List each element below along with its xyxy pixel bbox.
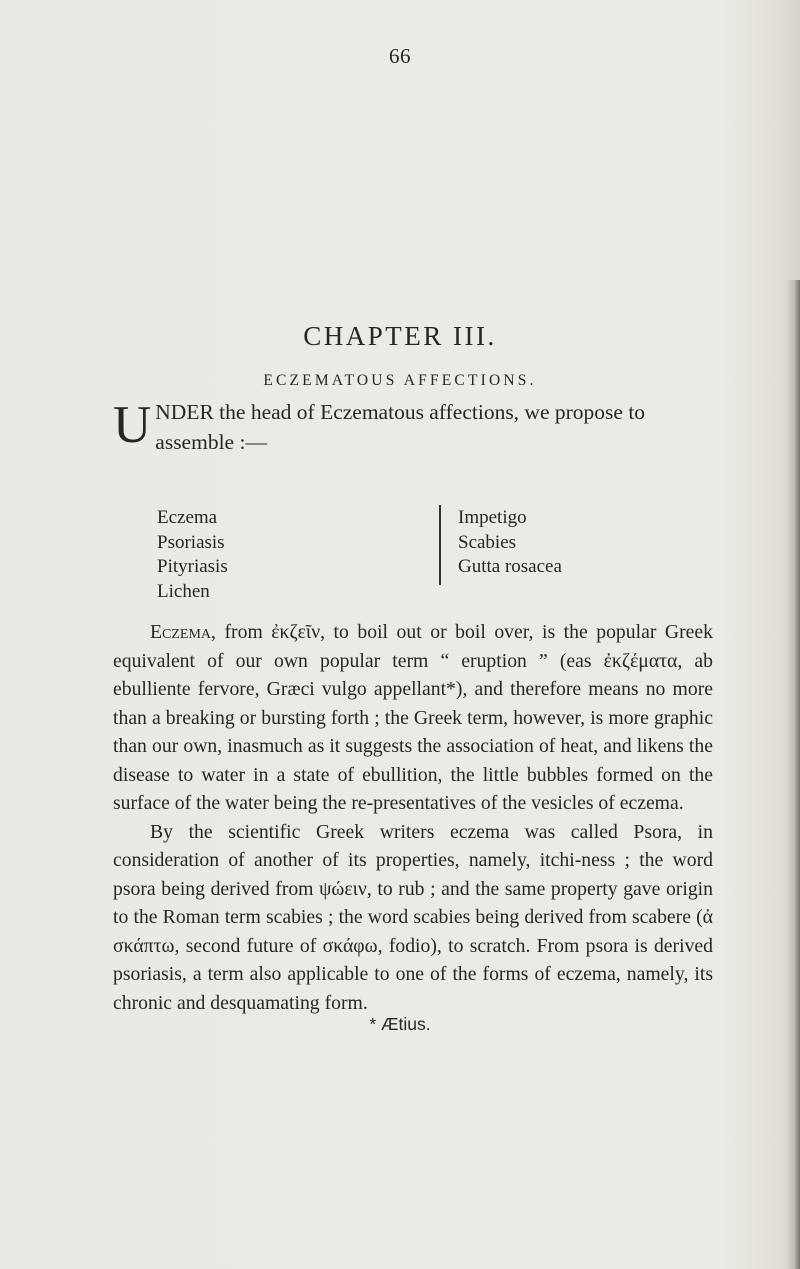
list-divider xyxy=(439,505,441,585)
affections-list-right xyxy=(458,506,562,580)
list-item: Gutta rosacea xyxy=(458,556,562,577)
paragraph-text: from ἐκζεῖν, to boil out or boil over, is the popular Greek equivalent of our own popular term “ eruption ” (eas ἐκζέματα, ab ebulliente fervore, Græci vulgo appellant*), and therefore means no more than a breaking or bursting forth ; the Greek term, however, is more graphic than our own, inasmuch as it suggests the association of heat, and likens the disease to water in a state of ebullition, the little bubbles formed on the surface of the water being the re-presentatives of the vesicles of eczema. xyxy=(113,621,713,814)
footnote: * Ætius. xyxy=(369,1014,431,1034)
paragraph-lead: Eczema, xyxy=(150,621,216,643)
paragraph-eczema xyxy=(113,618,713,818)
list-item: Pityriasis xyxy=(157,556,228,577)
list-item: Eczema xyxy=(157,507,218,528)
intro-text: NDER the head of Eczematous affections, we propose to assemble :— xyxy=(155,400,646,454)
page-number: 66 xyxy=(389,44,411,68)
section-title: ECZEMATOUS AFFECTIONS. xyxy=(263,372,537,389)
list-item: Psoriasis xyxy=(157,531,225,553)
list-item: Lichen xyxy=(157,580,210,602)
page-edge-shadow xyxy=(786,280,800,1269)
intro-paragraph xyxy=(113,397,713,457)
paragraph-psora xyxy=(113,818,713,1018)
paragraph-text: By the scientific Greek writers eczema was called Psora, in consideration of another of its properties, namely, itchi-ness ; the word psora being derived from ψώειν, to rub ; and the same property gave origin to the Roman term scabies ; the word scabies being derived from scabere (ἀ σκάπτω, second future of σκάφω, fodio), to scratch. From psora is derived psoriasis, a term also applicable to one of the forms of eczema, namely, its chronic and desquamating form. xyxy=(113,820,713,1014)
body-text xyxy=(113,618,713,1017)
affections-list-left xyxy=(157,506,228,604)
chapter-title: CHAPTER III. xyxy=(303,321,497,351)
list-item: Scabies xyxy=(458,531,517,553)
list-item: Impetigo xyxy=(458,507,527,528)
drop-cap: U xyxy=(113,396,152,454)
